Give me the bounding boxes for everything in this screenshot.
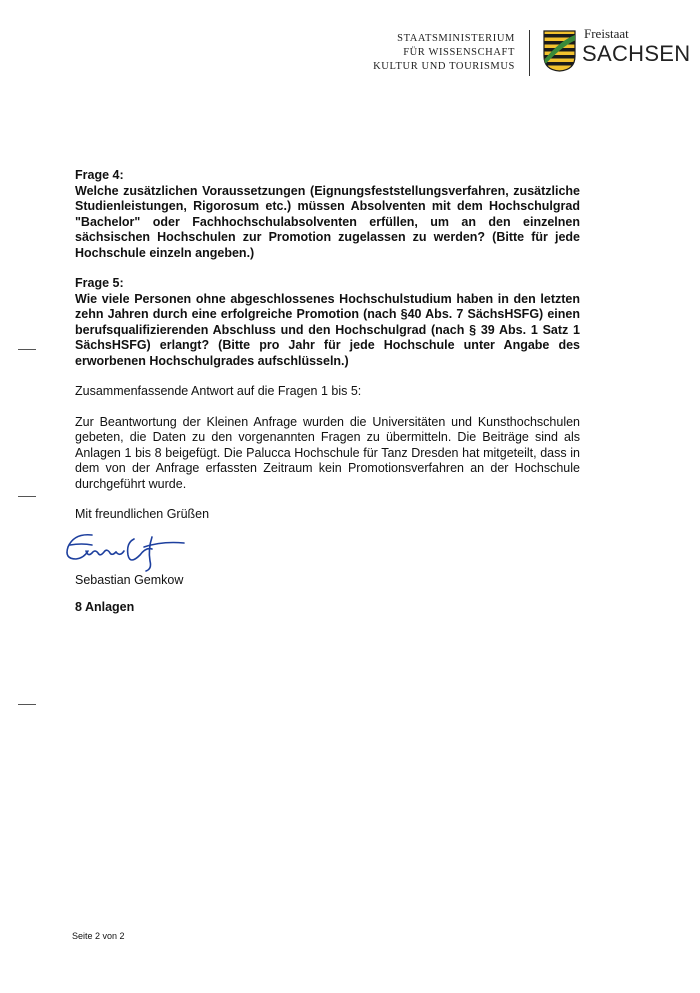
state-label-small: Freistaat: [584, 26, 629, 41]
fold-mark-bottom: [18, 704, 36, 705]
ministry-line-3: KULTUR UND TOURISMUS: [373, 61, 515, 72]
question-4-label: Frage 4:: [75, 168, 124, 182]
punch-mark: [18, 496, 36, 497]
signer-name: Sebastian Gemkow: [75, 573, 184, 587]
question-5: [75, 276, 580, 369]
attachments-note: 8 Anlagen: [75, 600, 135, 614]
closing-greeting: Mit freundlichen Grüßen: [75, 507, 210, 521]
ministry-line-1: STAATSMINISTERIUM: [397, 33, 515, 44]
question-4-text: Welche zusätzlichen Voraussetzungen (Eignungsfeststellungsverfahren, zusätzliche Studienleistungen, Rigorosum etc.) müssen Absolventen mit dem Hochschulgrad "Bachelor" oder Fachhochschulabsolventen erfüllen, um an den einzelnen sächsischen Hochschulen zur Promotion zugelassen zu werden? (Bitte für jede Hochschule einzeln angeben.): [75, 183, 580, 260]
question-4: [75, 168, 580, 261]
state-label-large: SACHSEN: [582, 41, 691, 66]
ministry-line-2: FÜR WISSENSCHAFT: [403, 47, 515, 58]
saxony-coat-of-arms-icon: [543, 30, 576, 72]
fold-mark-top: [18, 349, 36, 350]
answer-paragraph: Zur Beantwortung der Kleinen Anfrage wurden die Universitäten und Kunsthochschulen gebeten, die Daten zu den vorgenannten Fragen zu übermitteln. Die Beiträge sind als Anlagen 1 bis 8 beigefügt. Die Palucca Hochschule für Tanz Dresden hat mitgeteilt, dass in dem von der Anfrage erfassten Zeitraum kein Promotionsverfahren an der Hochschule durchgeführt wurde.: [75, 414, 580, 491]
summary-heading: Zusammenfassende Antwort auf die Fragen 1 bis 5:: [75, 384, 362, 398]
question-5-label: Frage 5:: [75, 276, 124, 290]
question-5-text: Wie viele Personen ohne abgeschlossenes Hochschulstudium haben in den letzten zehn Jahren durch eine erfolgreiche Promotion (nach §40 Abs. 7 SächsHSFG) einen berufsqualifizierenden Abschluss und den Hochschulgrad (nach § 39 Abs. 1 Satz 1 SächsHSFG) erlangt? (Bitte pro Jahr für jede Hochschule unter Angabe des erworbenen Hochschulgrades aufschlüsseln.): [75, 291, 580, 368]
handwritten-signature: [62, 525, 187, 573]
page-number: Seite 2 von 2: [72, 931, 125, 941]
letter-body: [75, 168, 580, 523]
header-divider: [529, 30, 530, 76]
ministry-name: [295, 32, 515, 74]
